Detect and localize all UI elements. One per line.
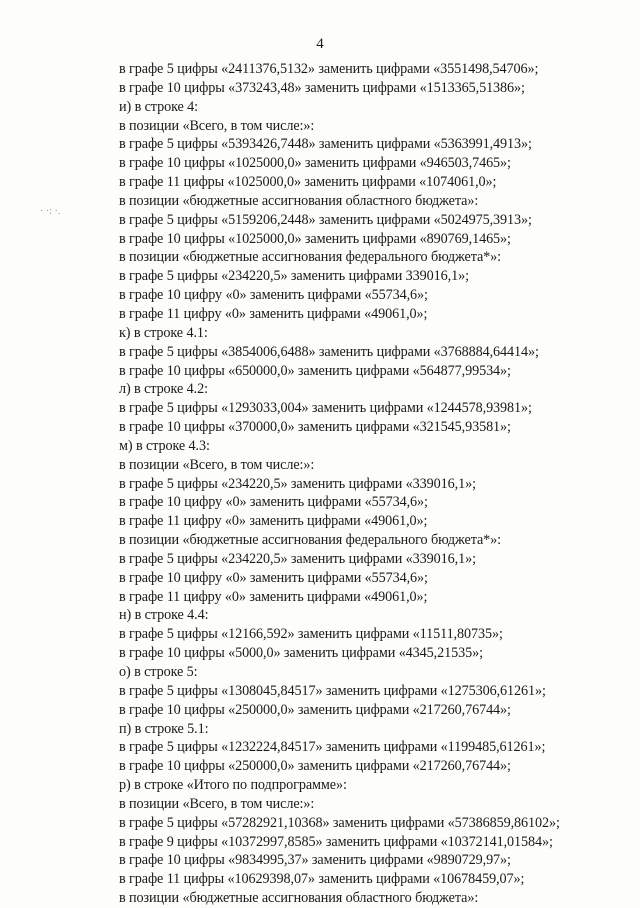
text-line: и) в строке 4:	[119, 98, 198, 115]
text-line: в графе 11 цифру «0» заменить цифрами «49061,0»;	[119, 588, 428, 605]
text-line: в графе 10 цифры «9834995,37» заменить цифрами «9890729,97»;	[119, 852, 511, 869]
text-line: в графе 10 цифры «650000,0» заменить цифрами «564877,99534»;	[119, 362, 511, 379]
text-line: в графе 5 цифры «5159206,2448» заменить цифрами «5024975,3913»;	[119, 211, 532, 228]
text-line: в позиции «бюджетные ассигнования областного бюджета»:	[119, 890, 479, 907]
text-line: в позиции «Всего, в том числе:»:	[119, 795, 315, 812]
text-line: в графе 5 цифры «3854006,6488» заменить цифрами «3768884,64414»;	[119, 343, 539, 360]
text-line: в графе 10 цифры «250000,0» заменить цифрами «217260,76744»;	[119, 758, 511, 775]
text-line: в графе 11 цифру «0» заменить цифрами «49061,0»;	[119, 305, 428, 322]
text-line: в графе 10 цифры «250000,0» заменить цифрами «217260,76744»;	[119, 701, 511, 718]
text-line: в графе 10 цифру «0» заменить цифрами «55734,6»;	[119, 569, 428, 586]
text-line: в графе 10 цифры «1025000,0» заменить цифрами «890769,1465»;	[119, 230, 511, 247]
text-line: в графе 5 цифры «57282921,10368» заменить цифрами «57386859,86102»;	[119, 814, 560, 831]
text-line: в графе 11 цифру «0» заменить цифрами «49061,0»;	[119, 513, 428, 530]
text-line: к) в строке 4.1:	[119, 324, 208, 341]
text-line: в графе 11 цифры «1025000,0» заменить цифрами «1074061,0»;	[119, 174, 497, 191]
text-line: в позиции «бюджетные ассигнования федерального бюджета*»:	[119, 532, 502, 549]
text-line: в графе 5 цифры «234220,5» заменить цифрами «339016,1»;	[119, 550, 476, 567]
text-line: н) в строке 4.4:	[119, 607, 209, 624]
text-line: в позиции «бюджетные ассигнования областного бюджета»:	[119, 192, 479, 209]
text-line: в графе 11 цифры «10629398,07» заменить цифрами «10678459,07»;	[119, 871, 525, 888]
text-line: в графе 5 цифры «12166,592» заменить цифрами «11511,80735»;	[119, 626, 503, 643]
text-line: в позиции «Всего, в том числе:»:	[119, 456, 315, 473]
text-line: м) в строке 4.3:	[119, 437, 210, 454]
text-line: в графе 10 цифры «5000,0» заменить цифрами «4345,21535»;	[119, 645, 483, 662]
document-body	[119, 60, 624, 908]
text-line: в графе 5 цифры «5393426,7448» заменить цифрами «5363991,4913»;	[119, 136, 532, 153]
text-line: в графе 5 цифры «234220,5» заменить цифрами 339016,1»;	[119, 268, 469, 285]
text-line: в графе 10 цифру «0» заменить цифрами «55734,6»;	[119, 287, 428, 304]
text-line: в графе 10 цифры «370000,0» заменить цифрами «321545,93581»;	[119, 419, 511, 436]
text-line: в позиции «бюджетные ассигнования федерального бюджета*»:	[119, 249, 502, 266]
text-line: п) в строке 5.1:	[119, 720, 209, 737]
text-line: в графе 9 цифры «10372997,8585» заменить цифрами «10372141,01584»;	[119, 833, 553, 850]
text-line: в графе 5 цифры «1293033,004» заменить цифрами «1244578,93981»;	[119, 400, 532, 417]
text-line: в графе 5 цифры «234220,5» заменить цифрами «339016,1»;	[119, 475, 476, 492]
text-line: в графе 10 цифры «1025000,0» заменить цифрами «946503,7465»;	[119, 155, 511, 172]
text-line: о) в строке 5:	[119, 664, 198, 680]
text-line: в графе 5 цифры «1232224,84517» заменить цифрами «1199485,61261»;	[119, 739, 546, 756]
scan-artifact: · ·: ·.	[40, 206, 61, 217]
text-line: в позиции «Всего, в том числе:»:	[119, 117, 315, 134]
text-line: в графе 5 цифры «1308045,84517» заменить цифрами «1275306,61261»;	[119, 682, 546, 699]
text-line: в графе 10 цифры «373243,48» заменить цифрами «1513365,51386»;	[119, 79, 525, 96]
text-line: л) в строке 4.2:	[119, 381, 208, 398]
page-number: 4	[316, 36, 324, 52]
text-line: в графе 5 цифры «2411376,5132» заменить цифрами «3551498,54706»;	[119, 61, 539, 77]
text-line: р) в строке «Итого по подпрограмме»:	[119, 777, 347, 794]
text-line: в графе 10 цифру «0» заменить цифрами «55734,6»;	[119, 494, 428, 511]
